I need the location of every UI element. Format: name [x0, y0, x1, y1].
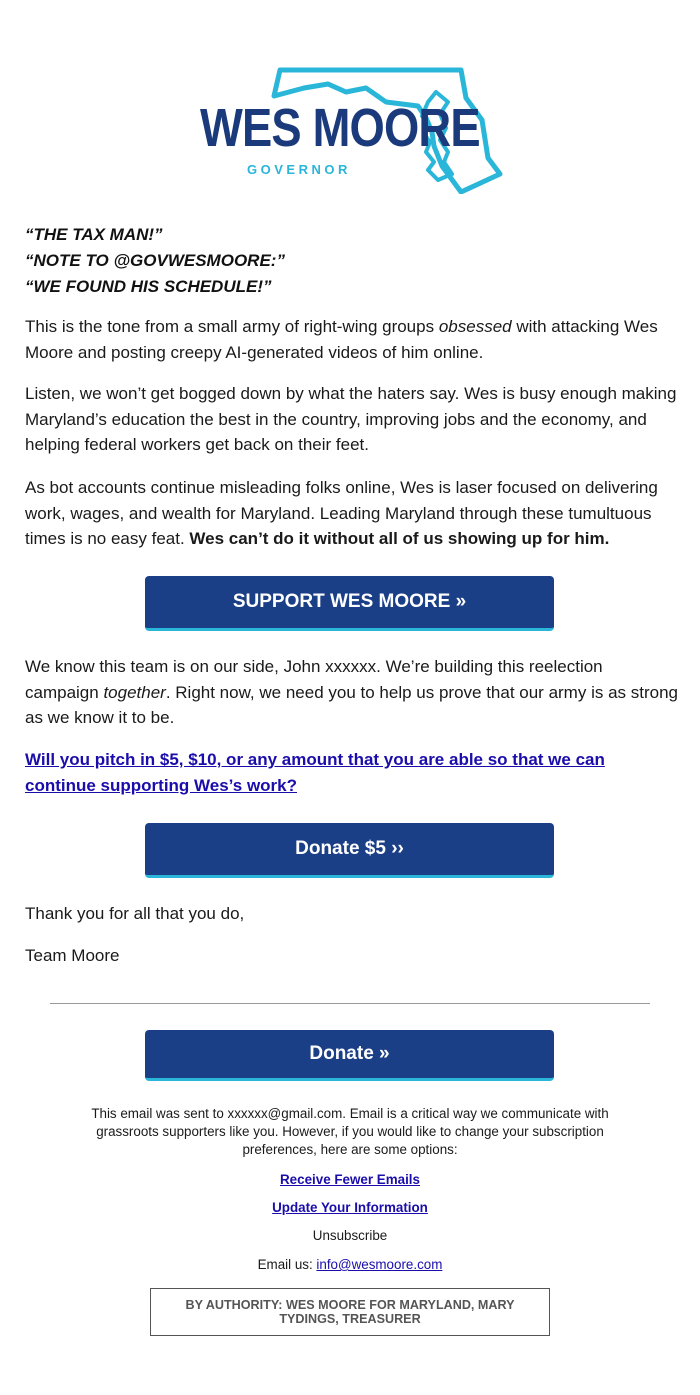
email-us-label: Email us: — [257, 1257, 317, 1272]
paragraph-team — [25, 654, 680, 731]
paragraph-haters: Listen, we won’t get bogged down by what the haters say. Wes is busy enough making Maryland’s education the best in the country, improving jobs and the economy, and helping federal workers get back on their feet. — [25, 384, 677, 454]
logo-subtitle: GOVERNOR — [247, 162, 351, 177]
footer-notice: This email was sent to xxxxxx@gmail.com. Email is a critical way we communicate with grassroots supporters like you. However, if you would like to change your subscription preferences, here are some options: — [91, 1106, 609, 1157]
emphasis: obsessed — [438, 317, 512, 336]
paid-for-by-box: BY AUTHORITY: WES MOORE FOR MARYLAND, MARY TYDINGS, TREASURER — [150, 1288, 550, 1336]
donation-ask-link[interactable]: Will you pitch in $5, $10, or any amount that you are able so that we can continue supporting Wes’s work? — [25, 750, 605, 795]
thanks-line: Thank you for all that you do, — [25, 904, 245, 923]
update-information-link[interactable]: Update Your Information — [272, 1200, 428, 1215]
support-wes-moore-button[interactable]: SUPPORT WES MOORE » — [145, 576, 554, 631]
paragraph-bots — [25, 475, 680, 552]
unsubscribe-link[interactable]: Unsubscribe — [312, 1228, 388, 1243]
email-us-link[interactable]: info@wesmoore.com — [316, 1257, 443, 1272]
emphasis: together — [103, 682, 166, 702]
text: with attacking Wes Moore and posting creepy AI-generated videos of him online. — [25, 317, 658, 362]
receive-fewer-emails-link[interactable]: Receive Fewer Emails — [280, 1172, 420, 1187]
text: . Right now, we need you to help us prove that our army is as strong as we know it to be. — [25, 682, 678, 727]
donation-ask — [25, 747, 680, 798]
signoff: Team Moore — [25, 946, 120, 965]
footer-link-row — [0, 1171, 700, 1189]
paragraph-intro — [25, 314, 680, 365]
bold-callout: Wes can’t do it without all of us showing up for him. — [189, 529, 610, 548]
footer-link-row — [0, 1199, 700, 1217]
headline-quote: “WE FOUND HIS SCHEDULE!” — [25, 277, 272, 296]
donate-5-button[interactable]: Donate $5 ›› — [145, 823, 554, 878]
text: We know this team is on our side, John xxxxxx. We’re building this reelection campaign — [25, 657, 603, 702]
logo-name: WES MOORE — [200, 98, 480, 158]
text: This is the tone from a small army of right-wing groups — [25, 317, 439, 336]
text: As bot accounts continue misleading folks online, Wes is laser focused on delivering work, wages, and wealth for Maryland. Leading Maryland through these tumultuous times is no easy feat. — [25, 478, 658, 548]
donate-button[interactable]: Donate » — [145, 1030, 554, 1081]
divider — [50, 1003, 650, 1004]
email-us-row — [0, 1256, 700, 1274]
wes-moore-logo — [196, 62, 504, 194]
headline-quote: “NOTE TO @GOVWESMOORE:” — [25, 251, 285, 270]
headline-quote: “THE TAX MAN!” — [25, 225, 163, 244]
headline-quotes — [25, 222, 285, 300]
